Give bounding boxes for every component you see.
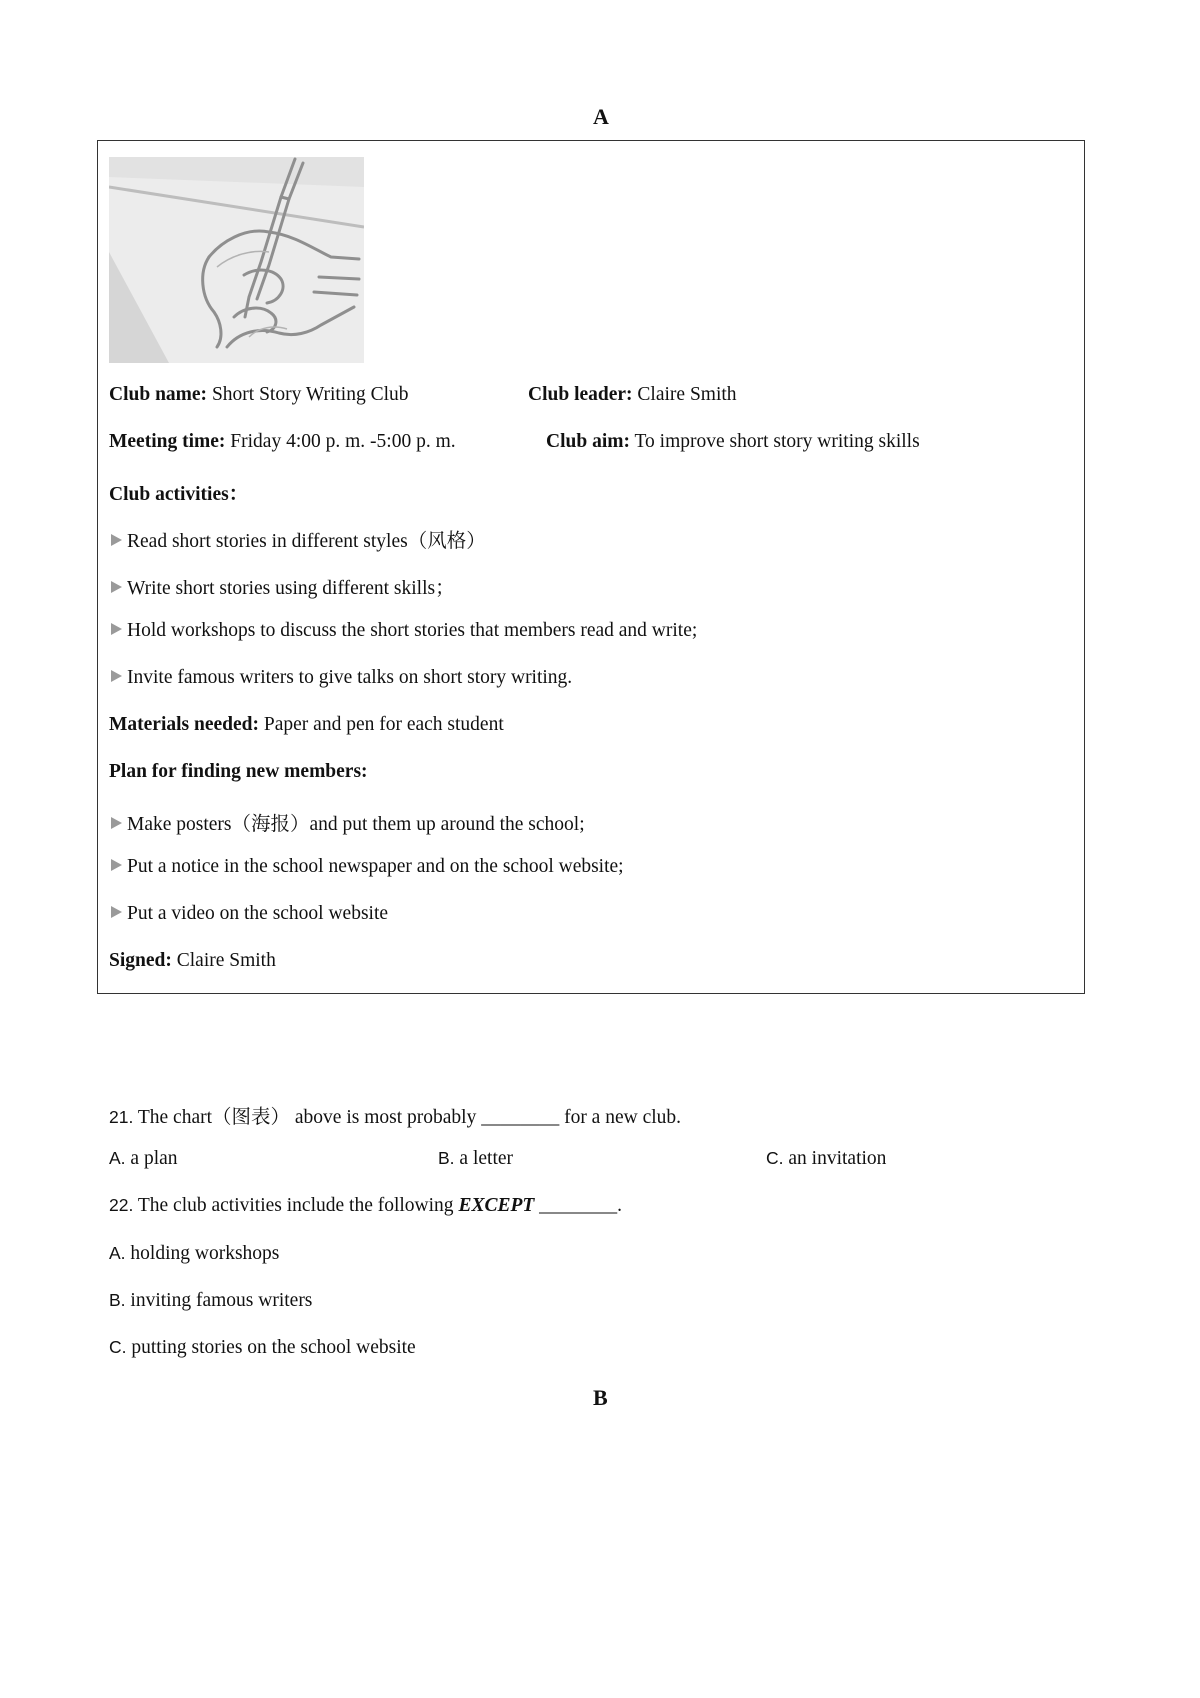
arrow-bullet-icon xyxy=(111,623,122,635)
question-21 xyxy=(109,1101,681,1129)
question-text: The chart（图表） above is most probably ________ for a new club. xyxy=(133,1107,682,1128)
option-b[interactable]: B. inviting famous writers xyxy=(109,1290,313,1311)
activities-heading: Club activities： xyxy=(109,484,249,505)
section-b-title: B xyxy=(593,1385,608,1410)
club-name-line xyxy=(109,384,409,406)
arrow-bullet-icon xyxy=(111,581,122,593)
question-22 xyxy=(109,1195,622,1217)
option-a[interactable]: A. holding workshops xyxy=(109,1243,280,1264)
club-leader-label: Club leader: xyxy=(528,384,633,405)
club-name-value: Short Story Writing Club xyxy=(207,384,409,405)
signed-line xyxy=(109,950,276,972)
plan-item: Make posters（海报）and put them up around the school; xyxy=(111,808,585,836)
arrow-bullet-icon xyxy=(111,534,122,546)
club-name-label: Club name: xyxy=(109,384,208,405)
arrow-bullet-icon xyxy=(111,670,122,682)
option-c[interactable]: C. putting stories on the school website xyxy=(109,1337,416,1358)
meeting-time-value: Friday 4:00 p. m. -5:00 p. m. xyxy=(225,431,456,452)
meeting-time-line xyxy=(109,431,456,453)
materials-label: Materials needed: xyxy=(109,714,260,735)
signed-label: Signed: xyxy=(109,950,172,971)
club-leader-line xyxy=(528,384,737,406)
arrow-bullet-icon xyxy=(111,906,122,918)
arrow-bullet-icon xyxy=(111,859,122,871)
arrow-bullet-icon xyxy=(111,817,122,829)
section-a-title: A xyxy=(593,104,609,129)
question-number: 21. xyxy=(109,1107,134,1127)
club-leader-value: Claire Smith xyxy=(632,384,737,405)
hand-writing-illustration xyxy=(109,157,364,363)
materials-line xyxy=(109,714,504,736)
plan-item: Put a video on the school website xyxy=(111,903,388,925)
activity-item: Write short stories using different skills； xyxy=(111,572,455,600)
meeting-time-label: Meeting time: xyxy=(109,431,226,452)
option-b[interactable]: B. a letter xyxy=(438,1148,514,1169)
activity-item: Invite famous writers to give talks on short story writing. xyxy=(111,667,572,689)
activity-item: Read short stories in different styles（风格） xyxy=(111,525,486,553)
option-a[interactable]: A. a plan xyxy=(109,1148,178,1169)
plan-heading: Plan for finding new members: xyxy=(109,761,368,782)
question-blank: ________. xyxy=(534,1195,623,1216)
materials-value: Paper and pen for each student xyxy=(259,714,504,735)
activity-item: Hold workshops to discuss the short stories that members read and write; xyxy=(111,620,697,642)
club-aim-value: To improve short story writing skills xyxy=(629,431,920,452)
option-c[interactable]: C. an invitation xyxy=(766,1148,887,1169)
question-number: 22. xyxy=(109,1195,134,1215)
club-aim-line xyxy=(546,431,920,453)
plan-item: Put a notice in the school newspaper and on the school website; xyxy=(111,856,624,878)
question-emphasis: EXCEPT xyxy=(458,1195,535,1216)
signed-value: Claire Smith xyxy=(171,950,276,971)
question-text: The club activities include the following xyxy=(133,1195,459,1216)
club-aim-label: Club aim: xyxy=(546,431,630,452)
